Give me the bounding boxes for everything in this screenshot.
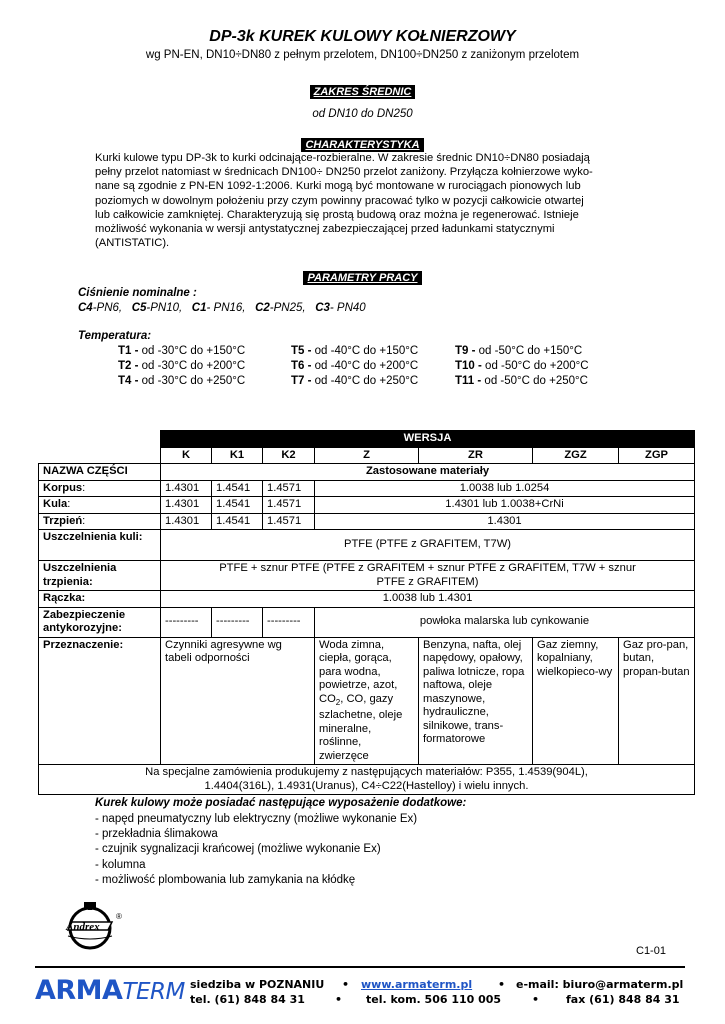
table-row-trzpien bbox=[39, 513, 695, 530]
material-cell: PTFE + sznur PTFE (PTFE z GRAFITEM + sznur PTFE z GRAFITEM, T7W + sznur PTFE z GRAFITEM) bbox=[161, 561, 695, 591]
material-cell: powłoka malarska lub cynkowanie bbox=[315, 607, 695, 637]
paragraph-line: możliwość wykonania w wersji antystatycznej zabezpieczającej przed ładunkami statycznymi bbox=[95, 223, 555, 236]
footer-tel: tel. (61) 848 84 31 bbox=[190, 993, 305, 1006]
table-corner bbox=[39, 431, 161, 448]
footer-tel-mobile: tel. kom. 506 110 005 bbox=[366, 993, 502, 1006]
material-cell: 1.4541 bbox=[212, 513, 263, 530]
material-cell: 1.0038 lub 1.0254 bbox=[315, 480, 695, 497]
purpose-cell: Woda zimna, ciepła, gorąca, para wodna, powietrze, azot, $CO_2$, CO, gazy szlachetne, oleje mineralne, roślinne, zwierzęce bbox=[315, 637, 419, 765]
material-cell: PTFE (PTFE z GRAFITEM, T7W) bbox=[161, 530, 695, 561]
version-code: ZR bbox=[419, 447, 533, 464]
part-label: Uszczelnienia kuli: bbox=[39, 530, 161, 561]
version-header-row bbox=[39, 431, 695, 448]
version-code: Z bbox=[315, 447, 419, 464]
materials-header: Zastosowane materiały bbox=[161, 464, 695, 481]
armaterm-logo-part2: TERM bbox=[122, 979, 185, 1005]
paragraph-line: pełny przelot natomiast w średnicach DN100÷ DN250 przelot zaniżony. Przyłącza kołnierzowe wyko- bbox=[95, 166, 593, 179]
material-cell: 1.4571 bbox=[263, 513, 315, 530]
specification-table bbox=[38, 430, 695, 795]
footer-email[interactable]: e-mail: biuro@armaterm.pl bbox=[516, 978, 684, 991]
pressure-value: -PN10, bbox=[146, 302, 183, 314]
pressure-value: -PN25, bbox=[269, 302, 306, 314]
purpose-cell: Gaz ziemny, kopalniany, wielkopieco-wy bbox=[533, 637, 619, 765]
pressure-value: - PN40 bbox=[329, 302, 366, 314]
version-code: K2 bbox=[263, 447, 315, 464]
material-cell: 1.4301 bbox=[161, 480, 212, 497]
document-code: C1-01 bbox=[636, 945, 666, 957]
params-heading: PARAMETRY PRACY bbox=[303, 271, 421, 285]
material-cell: 1.4571 bbox=[263, 497, 315, 514]
list-item: - kolumna bbox=[95, 858, 146, 871]
material-cell: 1.4571 bbox=[263, 480, 315, 497]
pressure-code: C2 bbox=[255, 302, 270, 314]
part-label: Korpus: bbox=[39, 480, 161, 497]
footer-bullet: • bbox=[342, 978, 350, 991]
registered-mark: ® bbox=[116, 912, 122, 921]
armaterm-logo bbox=[35, 975, 185, 1006]
footer-fax: fax (61) 848 84 31 bbox=[566, 993, 680, 1006]
material-cell: --------- bbox=[263, 607, 315, 637]
paragraph-line: nane są zgodnie z PN-EN 1092-1:2006. Kurki mogą być montowane w rurociągach pionowych lub bbox=[95, 180, 581, 193]
temperature-label: Temperatura: bbox=[78, 330, 152, 342]
materials-header-row bbox=[39, 464, 695, 481]
material-cell: 1.4301 bbox=[161, 513, 212, 530]
list-item: - napęd pneumatyczny lub elektryczny (możliwe wykonanie Ex) bbox=[95, 813, 418, 825]
version-code: ZGZ bbox=[533, 447, 619, 464]
version-code: K bbox=[161, 447, 212, 464]
footer-bullet: • bbox=[532, 993, 540, 1006]
part-label: Uszczelnienia trzpienia: bbox=[39, 561, 161, 591]
paragraph-line: Kurki kulowe typu DP-3k to kurki odcinające-rozbieralne. W zakresie średnic DN10÷DN80 posiadają bbox=[95, 152, 590, 164]
purpose-cell: Czynniki agresywne wg tabeli odporności bbox=[161, 637, 315, 765]
version-code: ZGP bbox=[619, 447, 695, 464]
range-heading-wrap bbox=[0, 82, 725, 100]
temp-class-t7: T7 - od -40°C do +250°C bbox=[291, 375, 419, 387]
table-row-raczka bbox=[39, 591, 695, 608]
material-cell: 1.4301 bbox=[161, 497, 212, 514]
range-value: od DN10 do DN250 bbox=[312, 108, 413, 120]
temp-class-t10: T10 - od -50°C do +200°C bbox=[455, 360, 589, 372]
pressure-code: C4 bbox=[78, 302, 93, 314]
website-link[interactable]: www.armaterm.pl bbox=[361, 978, 473, 991]
temp-class-t1: T1 - od -30°C do +150°C bbox=[118, 345, 246, 357]
pressure-code: C5 bbox=[131, 302, 147, 314]
table-row-zabezpieczenie bbox=[39, 607, 695, 637]
temp-class-t11: T11 - od -50°C do +250°C bbox=[455, 375, 588, 387]
andrex-logo bbox=[60, 894, 126, 952]
table-row-uszczelnienia-trzpienia bbox=[39, 561, 695, 591]
paragraph-line: poziomych w dowolnym położeniu przy czym powinny pracować tylko w pozycji całkowicie otwartej bbox=[95, 194, 584, 207]
material-cell: 1.4301 bbox=[315, 513, 695, 530]
temp-class-t2: T2 - od -30°C do +200°C bbox=[118, 360, 246, 372]
table-row-korpus bbox=[39, 480, 695, 497]
paragraph-line: lub całkowicie zamkniętej. Charakteryzują się prostą budową oraz można je regenerować. Istnieje bbox=[95, 208, 579, 221]
material-cell: --------- bbox=[161, 607, 212, 637]
version-header: WERSJA bbox=[161, 431, 695, 448]
andrex-wordmark: Andrex bbox=[66, 921, 100, 933]
temp-class-t5: T5 - od -40°C do +150°C bbox=[291, 345, 419, 357]
part-label: Zabezpieczenie antykorozyjne: bbox=[39, 607, 161, 637]
armaterm-logo-part1: ARMA bbox=[35, 975, 123, 1006]
temp-class-t6: T6 - od -40°C do +200°C bbox=[291, 360, 419, 372]
pressure-value: -PN6, bbox=[92, 302, 123, 314]
material-cell: --------- bbox=[212, 607, 263, 637]
material-cell: 1.4541 bbox=[212, 497, 263, 514]
pressure-code: C1 bbox=[191, 302, 207, 314]
footer-bullet: • bbox=[498, 978, 506, 991]
special-order-note: Na specjalne zamówienia produkujemy z następujących materiałów: P355, 1.4539(904L), 1.4404(316L), 1.4931(Uranus), C4÷C22(Hastelloy) i wielu innych. bbox=[39, 765, 695, 795]
table-corner bbox=[39, 447, 161, 464]
table-row-przeznaczenie bbox=[39, 637, 695, 765]
pressure-label: Ciśnienie nominalne : bbox=[78, 287, 197, 299]
list-item: - czujnik sygnalizacji krańcowej (możliwe wykonanie Ex) bbox=[95, 843, 381, 856]
footer-seat: siedziba w POZNANIU bbox=[190, 978, 325, 991]
part-label: Trzpień: bbox=[39, 513, 161, 530]
part-label: Kula: bbox=[39, 497, 161, 514]
characteristics-heading: CHARAKTERYSTYKA bbox=[301, 138, 423, 152]
characteristics-paragraph bbox=[95, 151, 640, 250]
pressure-code: C3 bbox=[315, 302, 330, 314]
part-label: Rączka: bbox=[39, 591, 161, 608]
temp-class-t9: T9 - od -50°C do +150°C bbox=[455, 345, 583, 357]
footer-divider bbox=[35, 966, 685, 968]
table-row-special-note bbox=[39, 765, 695, 795]
purpose-cell: Gaz pro-pan, butan, propan-butan bbox=[619, 637, 695, 765]
pressure-classes bbox=[78, 302, 366, 314]
range-heading: ZAKRES ŚREDNIC bbox=[310, 85, 416, 99]
purpose-cell: Benzyna, nafta, olej napędowy, opałowy, paliwa lotnicze, ropa naftowa, oleje maszynowe, hydrauliczne, silnikowe, trans-formatorowe bbox=[419, 637, 533, 765]
paragraph-line: (ANTISTATIC). bbox=[95, 237, 170, 250]
table-row-uszczelnienia-kuli bbox=[39, 530, 695, 561]
part-label: Przeznaczenie: bbox=[39, 637, 161, 765]
part-name-header: NAZWA CZĘŚCI bbox=[39, 464, 161, 481]
list-item: - przekładnia ślimakowa bbox=[95, 828, 218, 841]
footer-bullet: • bbox=[335, 993, 343, 1006]
material-cell: 1.0038 lub 1.4301 bbox=[161, 591, 695, 608]
pressure-value: - PN16, bbox=[206, 302, 246, 314]
params-heading-wrap bbox=[0, 268, 725, 286]
page-title: DP-3k KUREK KULOWY KOŁNIERZOWY bbox=[209, 28, 516, 45]
temp-class-t4: T4 - od -30°C do +250°C bbox=[118, 375, 246, 387]
version-codes-row bbox=[39, 447, 695, 464]
material-cell: 1.4541 bbox=[212, 480, 263, 497]
material-cell: 1.4301 lub 1.0038+CrNi bbox=[315, 497, 695, 514]
page-subtitle: wg PN-EN, DN10÷DN80 z pełnym przelotem, DN100÷DN250 z zaniżonym przelotem bbox=[145, 49, 580, 61]
list-item: - możliwość plombowania lub zamykania na kłódkę bbox=[95, 873, 356, 886]
accessories-list bbox=[95, 812, 417, 888]
table-row-kula bbox=[39, 497, 695, 514]
accessories-title: Kurek kulowy może posiadać następujące wyposażenie dodatkowe: bbox=[95, 797, 467, 809]
version-code: K1 bbox=[212, 447, 263, 464]
